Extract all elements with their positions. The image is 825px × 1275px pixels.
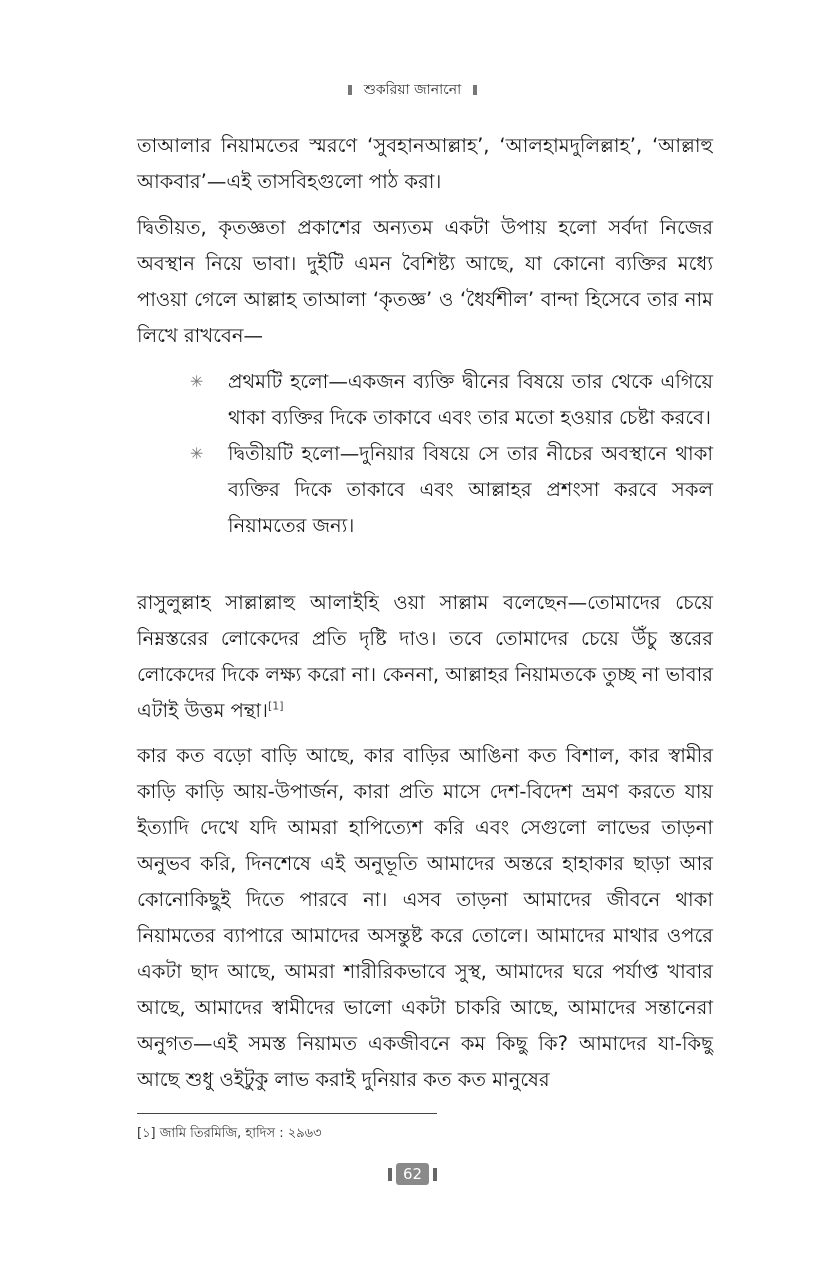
paragraph-3-text: রাসুলুল্লাহ সাল্লাল্লাহু আলাইহি ওয়া সাল্লাম বলেছেন—তোমাদের চেয়ে নিম্নস্তরের লোকেদের প্রতি দৃষ্টি দাও। তবে তোমাদের চেয়ে উঁচু স্তরের লোকেদের দিকে লক্ষ্য করো না। কেননা, আল্লাহর নিয়ামতকে তুচ্ছ না ভাবার এটাই উত্তম পন্থা। [137, 591, 713, 722]
paragraph-2: দ্বিতীয়ত, কৃতজ্ঞতা প্রকাশের অন্যতম একটা উপায় হলো সর্বদা নিজের অবস্থান নিয়ে ভাবা। দুইটি এমন বৈশিষ্ট্য আছে, যা কোনো ব্যক্তির মধ্যে পাওয়া গেলে আল্লাহ তাআলা ‘কৃতজ্ঞ’ ও ‘ধৈর্যশীল’ বান্দা হিসেবে তার নাম লিখে রাখবেন— [137, 216, 713, 347]
footnote: [১] জামি তিরমিজি, হাদিস : ২৯৬৩ [137, 1126, 322, 1141]
folio-ornament-right [433, 1168, 437, 1181]
paragraph-3 [137, 585, 713, 729]
header-ornament-left [348, 85, 352, 95]
paragraph-4: কার কত বড়ো বাড়ি আছে, কার বাড়ির আঙিনা কত বিশাল, কার স্বামীর কাড়ি কাড়ি আয়-উপার্জন, কারা প্রতি মাসে দেশ-বিদেশ ভ্রমণ করতে যায় ইত্যাদি দেখে যদি আমরা হাপিত্যেশ করি এবং সেগুলো লাভের তাড়না অনুভব করি, দিনশেষে এই অনুভূতি আমাদের অন্তরে হাহাকার ছাড়া আর কোনোকিছুই দিতে পারবে না। এসব তাড়না আমাদের জীবনে থাকা নিয়ামতের ব্যাপারে আমাদের অসন্তুষ্ট করে তোলে। আমাদের মাথার ওপরে একটা ছাদ আছে, আমরা শারীরিকভাবে সুস্থ, আমাদের ঘরে পর্যাপ্ত খাবার আছে, আমাদের স্বামীদের ভালো একটা চাকরি আছে, আমাদের সন্তানেরা অনুগত—এই সমস্ত নিয়ামত একজীবনে কম কিছু কি? আমাদের যা-কিছু আছে শুধু ওইটুকু লাভ করাই দুনিয়ার কত কত মানুষের [137, 744, 713, 1091]
asterisk-bullet-icon: ✳ [190, 372, 204, 391]
page-number: 62 [396, 1163, 429, 1185]
bullet-list [190, 364, 713, 544]
list-item [190, 364, 713, 436]
footnote-divider [137, 1113, 437, 1114]
list-item [190, 436, 713, 544]
folio-ornament-left [388, 1168, 392, 1181]
page-folio [0, 1163, 825, 1185]
header-ornament-right [473, 85, 477, 95]
list-item-text: দ্বিতীয়টি হলো—দুনিয়ার বিষয়ে সে তার নীচের অবস্থানে থাকা ব্যক্তির দিকে তাকাবে এবং আল্লাহর প্রশংসা করবে সকল নিয়ামতের জন্য। [228, 442, 713, 537]
paragraph-1: তাআলার নিয়ামতের স্মরণে ‘সুবহানআল্লাহ’, ‘আলহামদুলিল্লাহ’, ‘আল্লাহু আকবার’—এই তাসবিহগুলো পাঠ করা। [137, 134, 713, 193]
footnote-reference[interactable]: [1] [268, 699, 284, 713]
asterisk-bullet-icon: ✳ [190, 444, 204, 463]
running-title: শুকরিয়া জানানো [363, 82, 462, 98]
list-item-text: প্রথমটি হলো—একজন ব্যক্তি দ্বীনের বিষয়ে তার থেকে এগিয়ে থাকা ব্যক্তির দিকে তাকাবে এবং তার মতো হওয়ার চেষ্টা করবে। [228, 370, 713, 429]
running-header [0, 78, 825, 102]
